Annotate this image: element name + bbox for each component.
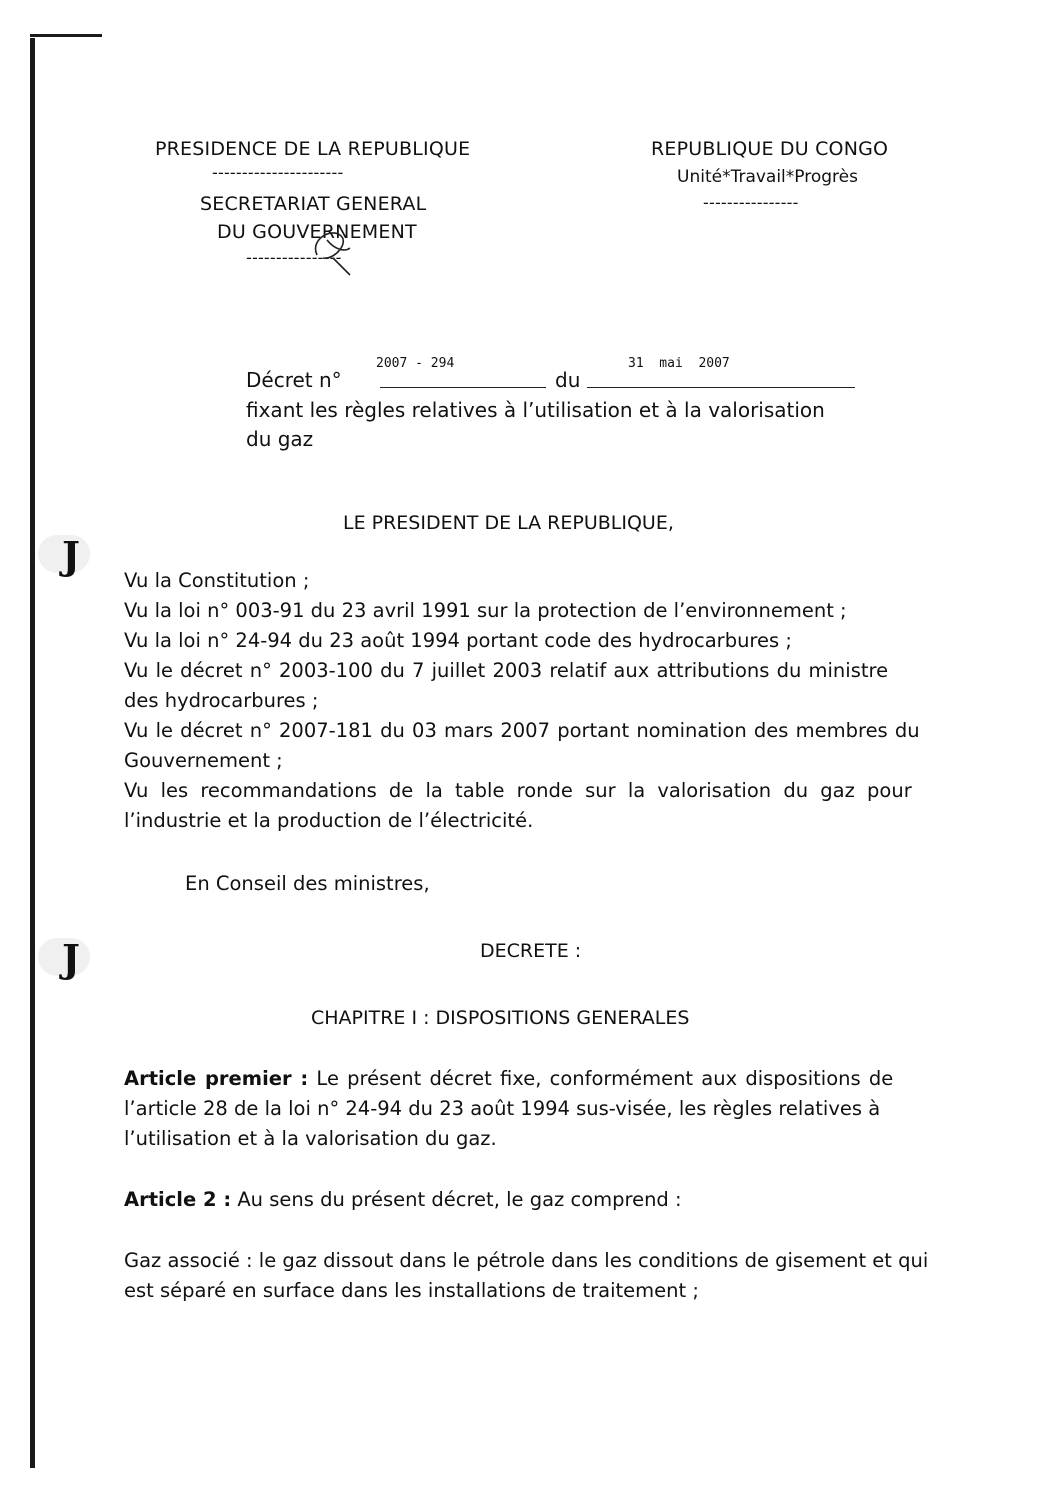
vu-item: Vu le décret n° 2007-181 du 03 mars 2007 portant nomination des membres du bbox=[124, 719, 920, 742]
article-2 bbox=[124, 1185, 934, 1215]
president-heading: LE PRESIDENT DE LA REPUBLIQUE, bbox=[343, 512, 674, 534]
header-left-divider: ---------------------- bbox=[212, 163, 344, 182]
article-premier-text-1: Le présent décret fixe, conformément aux dispositions de bbox=[308, 1067, 894, 1090]
handwritten-initials bbox=[305, 220, 365, 280]
vu-item: Vu la Constitution ; bbox=[124, 569, 310, 592]
vu-item: l’industrie et la production de l’électricité. bbox=[124, 809, 534, 832]
gaz-associe-line1: Gaz associé : le gaz dissout dans le pétrole dans les conditions de gisement et qui bbox=[124, 1249, 929, 1272]
punch-hole-top: J bbox=[38, 535, 90, 573]
header-motto: Unité*Travail*Progrès bbox=[677, 167, 858, 187]
vu-item: Vu le décret n° 2003-100 du 7 juillet 2003 relatif aux attributions du ministre bbox=[124, 659, 889, 682]
binding-edge bbox=[30, 38, 35, 1468]
article-premier bbox=[124, 1064, 934, 1154]
decree-date: 31 mai 2007 bbox=[628, 356, 730, 371]
article-premier-text-3: l’utilisation et à la valorisation du gaz. bbox=[124, 1127, 497, 1150]
gaz-associe bbox=[124, 1246, 934, 1306]
vu-item: Vu la loi n° 24-94 du 23 août 1994 portant code des hydrocarbures ; bbox=[124, 629, 792, 652]
vu-item: Vu la loi n° 003-91 du 23 avril 1991 sur la protection de l’environnement ; bbox=[124, 599, 847, 622]
vu-list bbox=[124, 566, 934, 836]
header-presidence: PRESIDENCE DE LA REPUBLIQUE bbox=[155, 138, 471, 160]
decree-number: 2007 - 294 bbox=[376, 356, 455, 371]
article-2-label: Article 2 : bbox=[124, 1188, 232, 1211]
decree-du: du bbox=[555, 368, 581, 392]
decree-title-line1: fixant les règles relatives à l’utilisation et à la valorisation bbox=[246, 398, 825, 422]
chapter-heading: CHAPITRE I : DISPOSITIONS GENERALES bbox=[311, 1007, 690, 1029]
article-premier-text-2: l’article 28 de la loi n° 24-94 du 23 août 1994 sus-visée, les règles relatives à bbox=[124, 1097, 881, 1120]
header-right-divider: ---------------- bbox=[703, 193, 799, 212]
vu-item: Vu les recommandations de la table ronde sur la valorisation du gaz pour bbox=[124, 779, 912, 802]
binding-edge-mark bbox=[30, 34, 102, 37]
header-left-divider-2: ---------------- bbox=[246, 248, 342, 267]
vu-item: Gouvernement ; bbox=[124, 749, 283, 772]
decree-label: Décret n° bbox=[246, 368, 342, 392]
header-republique: REPUBLIQUE DU CONGO bbox=[651, 138, 889, 160]
gaz-associe-line2: est séparé en surface dans les installations de traitement ; bbox=[124, 1279, 699, 1302]
decree-title-line2: du gaz bbox=[246, 427, 314, 451]
conseil-line: En Conseil des ministres, bbox=[185, 872, 430, 895]
article-premier-label: Article premier : bbox=[124, 1067, 309, 1090]
vu-item: des hydrocarbures ; bbox=[124, 689, 319, 712]
header-secretariat: SECRETARIAT GENERAL bbox=[200, 193, 427, 215]
decrete-heading: DECRETE : bbox=[480, 940, 582, 962]
punch-hole-bottom: J bbox=[38, 938, 90, 976]
article-2-text: Au sens du présent décret, le gaz comprend : bbox=[231, 1188, 682, 1211]
header-gouvernement: DU GOUVERNEMENT bbox=[217, 221, 417, 243]
